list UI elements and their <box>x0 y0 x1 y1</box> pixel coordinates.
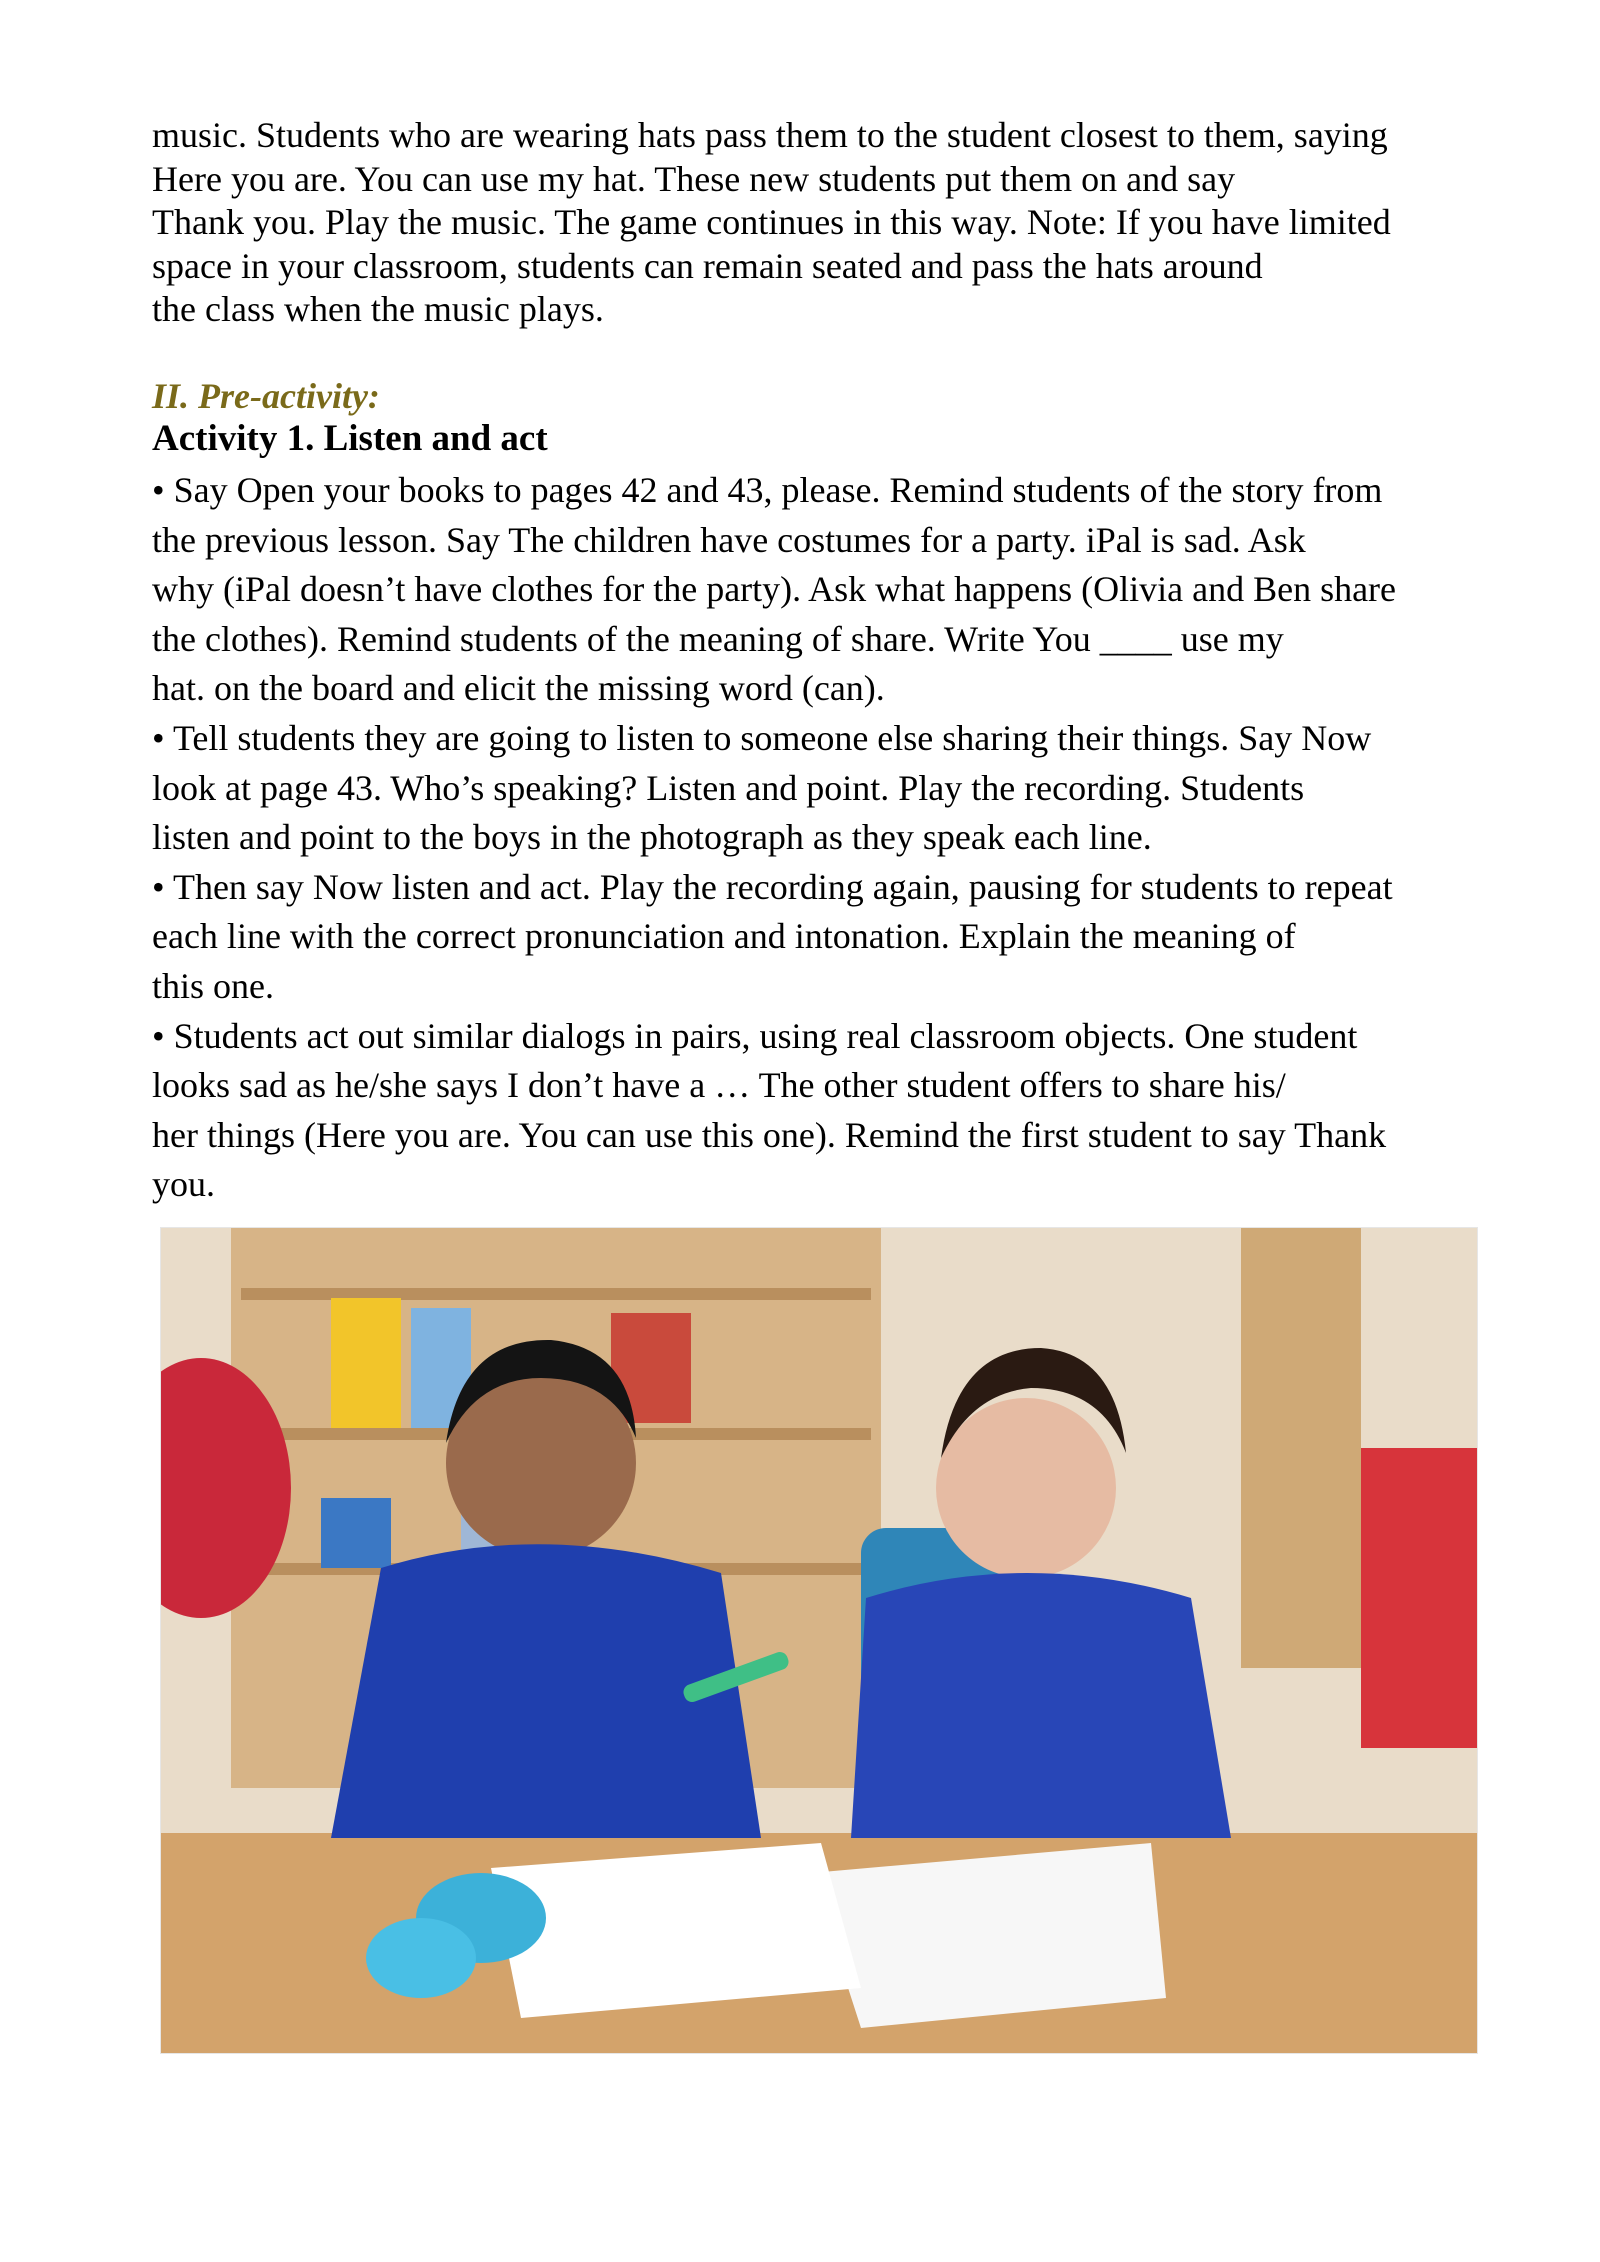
instruction-line: this one. <box>152 965 274 1006</box>
section-heading: II. Pre-activity: <box>152 376 380 416</box>
instruction-line: the previous lesson. Say The children have costumes for a party. iPal is sad. Ask <box>152 519 1306 560</box>
instruction-line: each line with the correct pronunciation and intonation. Explain the meaning of <box>152 916 1296 957</box>
intro-line: Thank you. Play the music. The game continues in this way. Note: If you have limited <box>152 202 1391 242</box>
instruction-line: • Tell students they are going to listen to someone else sharing their things. Say Now <box>152 717 1372 758</box>
instruction-line: her things (Here you are. You can use this one). Remind the first student to say Thank <box>152 1114 1387 1155</box>
instruction-line: • Say Open your books to pages 42 and 43, please. Remind students of the story from <box>152 470 1383 510</box>
instruction-line: you. <box>152 1164 215 1205</box>
instruction-line: look at page 43. Who’s speaking? Listen and point. Play the recording. Students <box>152 767 1305 808</box>
intro-line: music. Students who are wearing hats pass them to the student closest to them, saying <box>152 115 1388 155</box>
instruction-line: why (iPal doesn’t have clothes for the party). Ask what happens (Olivia and Ben share <box>152 569 1397 610</box>
instruction-line: the clothes). Remind students of the meaning of share. Write You ____ use my <box>152 618 1284 659</box>
intro-line: Here you are. You can use my hat. These new students put them on and say <box>152 158 1236 199</box>
intro-line: space in your classroom, students can remain seated and pass the hats around <box>152 245 1263 286</box>
intro-paragraph <box>152 114 1472 332</box>
intro-line: the class when the music plays. <box>152 289 604 329</box>
classroom-photo-illustration <box>161 1228 1477 2053</box>
activity-title: Activity 1. Listen and act <box>152 418 548 459</box>
classroom-photo <box>160 1227 1478 2054</box>
activity-instructions <box>152 466 1472 1210</box>
instruction-line: hat. on the board and elicit the missing word (can). <box>152 668 885 709</box>
instruction-line: • Students act out similar dialogs in pairs, using real classroom objects. One student <box>152 1015 1358 1056</box>
instruction-line: looks sad as he/she says I don’t have a … The other student offers to share his/ <box>152 1065 1286 1106</box>
instruction-line: listen and point to the boys in the photograph as they speak each line. <box>152 817 1152 858</box>
instruction-line: • Then say Now listen and act. Play the recording again, pausing for students to repeat <box>152 866 1393 907</box>
